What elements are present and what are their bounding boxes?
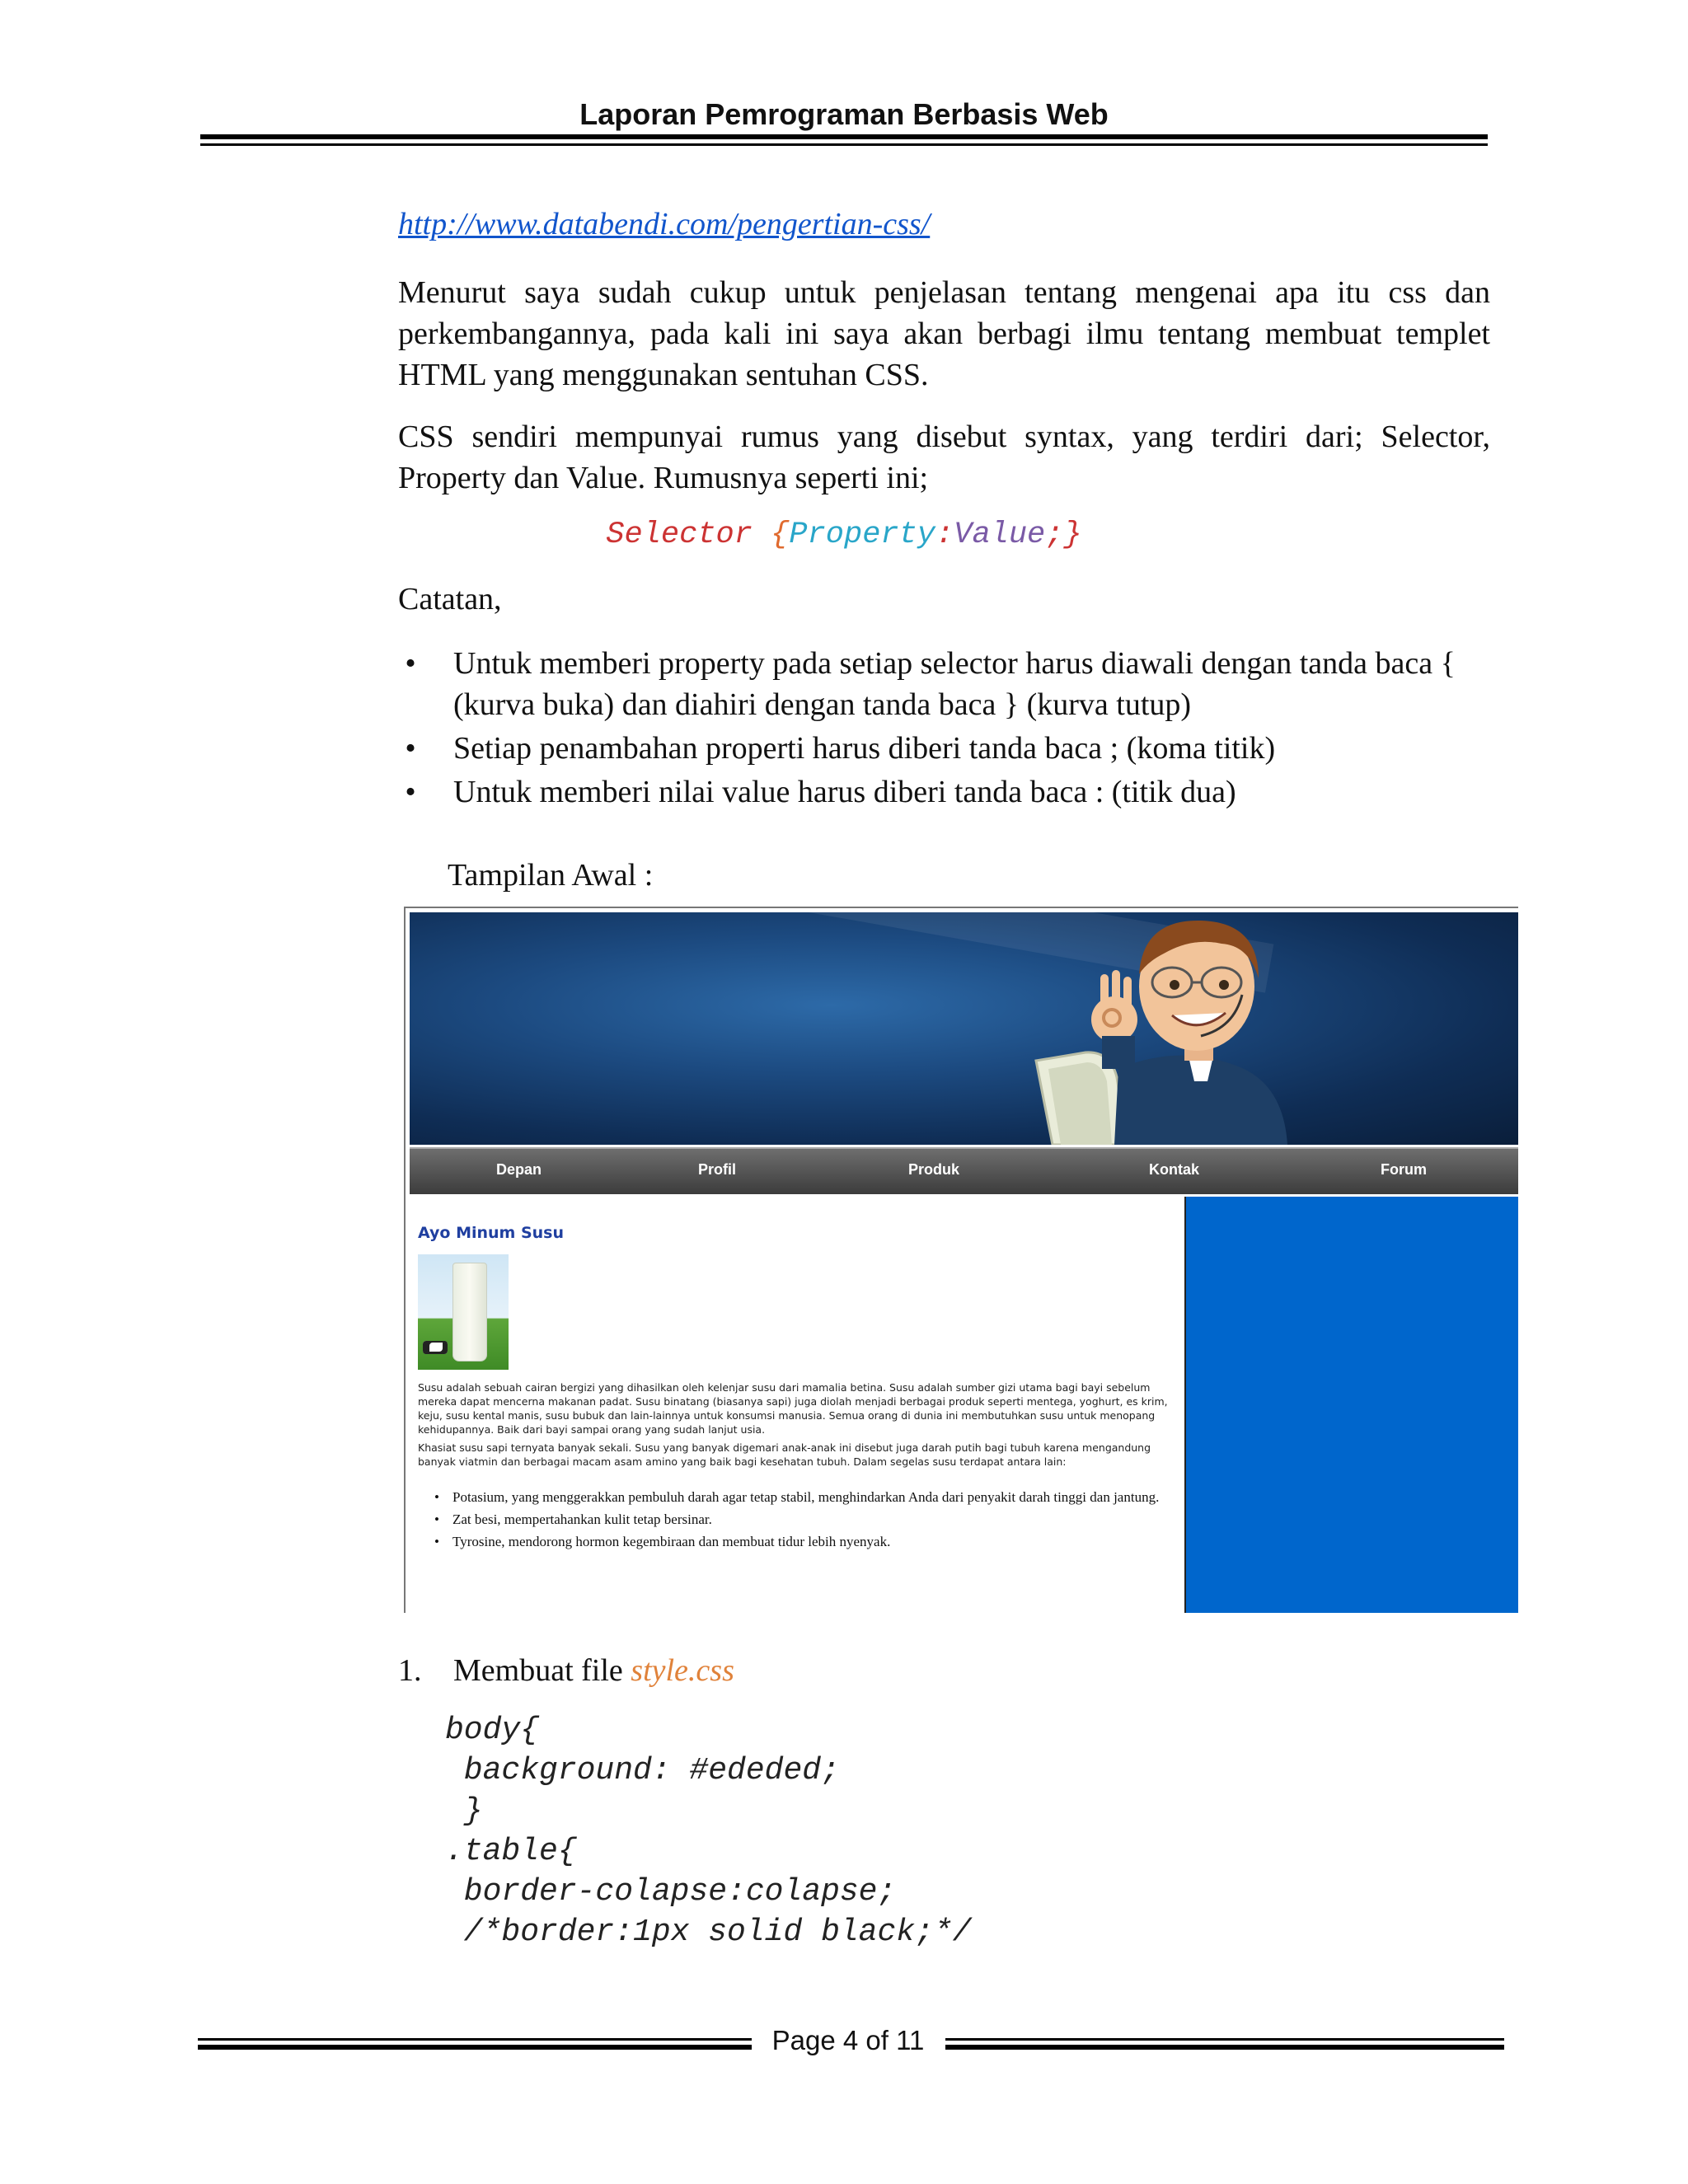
list-item: • Potasium, yang menggerakkan pembuluh darah agar tetap stabil, menghindarkan Anda dari penyakit darah tinggi dan jantung. [418, 1486, 1168, 1508]
bullet-icon: • [405, 775, 416, 809]
content-paragraph: Khasiat susu sapi ternyata banyak sekali. Susu yang banyak digemari anak-anak ini disebut juga darah putih bagi tubuh karena mengandung banyak viatmin dan berbagai macam asam amino yang baik bagi kesehatan tubuh. Dalam segelas susu terdapat antara lain: [418, 1441, 1151, 1468]
list-item: • Untuk memberi nilai value harus diberi tanda baca : (titik dua) [398, 771, 1490, 813]
mascot-illustration [410, 912, 1518, 1145]
step-text: Membuat file [453, 1653, 631, 1688]
code-line: /*border:1px solid black;*/ [445, 1915, 972, 1950]
site-sidebar [1184, 1197, 1518, 1613]
list-item: • Tyrosine, mendorong hormon kegembiraan dan membuat tidur lebih nyenyak. [418, 1530, 1168, 1553]
bullet-icon: • [405, 646, 416, 681]
content-title: Ayo Minum Susu [418, 1224, 565, 1242]
syntax-close-brace: ;} [1045, 518, 1082, 552]
notes-heading: Catatan, [398, 582, 502, 616]
footer-rule [198, 2045, 752, 2050]
code-line: border-colapse:colapse; [445, 1874, 897, 1910]
syntax-value: Value [954, 518, 1046, 552]
code-line: body{ [445, 1713, 540, 1748]
code-line: } [445, 1793, 483, 1829]
step-heading [398, 1652, 734, 1689]
header-rule [200, 143, 1488, 146]
step-number: 1. [398, 1653, 422, 1688]
code-line: background: #ededed; [445, 1753, 840, 1788]
footer-rule [945, 2038, 1504, 2041]
code-block [445, 1710, 972, 1952]
step-filename: style.css [631, 1653, 734, 1688]
content-list [418, 1486, 1168, 1553]
footer-rule [198, 2038, 752, 2041]
list-item: • Setiap penambahan properti harus diberi tanda baca ; (koma titik) [398, 728, 1490, 769]
page-number: Page 4 of 11 [771, 2025, 925, 2055]
figure-caption: Tampilan Awal : [448, 858, 654, 893]
bullet-icon: • [405, 731, 416, 766]
list-item: • Untuk memberi property pada setiap selector harus diawali dengan tanda baca { (kurva buka) dan diahiri dengan tanda baca } (kurva tutup) [398, 643, 1490, 725]
syntax-property: Property [789, 518, 936, 552]
footer-rule [945, 2045, 1504, 2050]
syntax-colon: : [935, 518, 954, 552]
website-screenshot [404, 907, 1518, 1613]
notes-list [398, 643, 1490, 815]
content-paragraph: Susu adalah sebuah cairan bergizi yang dihasilkan oleh kelenjar susu dari mamalia betina. Susu adalah sumber gizi utama bagi bayi sebelum mereka dapat mencerna makanan padat. Susu binatang (biasanya sapi) juga diolah menjadi berbagai produk seperti mentega, yoghurt, es krim, keju, susu kental manis, susu bubuk dan lain-lainnya untuk konsumsi manusia. Semua orang di dunia ini membutuhkan susu untuk menopang kehidupannya. Baik dari bayi sampai orang yang sudah lanjut usia. [418, 1381, 1168, 1436]
page-header: Laporan Pemrograman Berbasis Web [579, 97, 1109, 131]
list-item: • Zat besi, mempertahankan kulit tetap bersinar. [418, 1508, 1168, 1530]
milk-image [418, 1254, 509, 1370]
reference-link[interactable]: http://www.databendi.com/pengertian-css/ [398, 207, 931, 241]
site-content [410, 1195, 1176, 1613]
paragraph: CSS sendiri mempunyai rumus yang disebut syntax, yang terdiri dari; Selector, Property dan Value. Rumusnya seperti ini; [398, 419, 1490, 495]
site-banner [410, 912, 1518, 1145]
menu-kontak[interactable]: Kontak [1149, 1161, 1200, 1178]
menu-produk[interactable]: Produk [908, 1161, 960, 1178]
paragraph: Menurut saya sudah cukup untuk penjelasan tentang mengenai apa itu css dan perkembangannya, pada kali ini saya akan berbagi ilmu tentang membuat templet HTML yang menggunakan sentuhan CSS. [398, 275, 1490, 392]
menu-profil[interactable]: Profil [698, 1161, 737, 1178]
menu-depan[interactable]: Depan [496, 1161, 542, 1178]
syntax-open-brace: { [771, 518, 790, 552]
css-syntax-formula [0, 518, 1688, 552]
syntax-selector: Selector [606, 518, 753, 552]
menu-forum[interactable]: Forum [1381, 1161, 1427, 1178]
code-line: .table{ [445, 1834, 577, 1869]
header-rule [200, 134, 1488, 139]
site-menubar [410, 1147, 1518, 1194]
